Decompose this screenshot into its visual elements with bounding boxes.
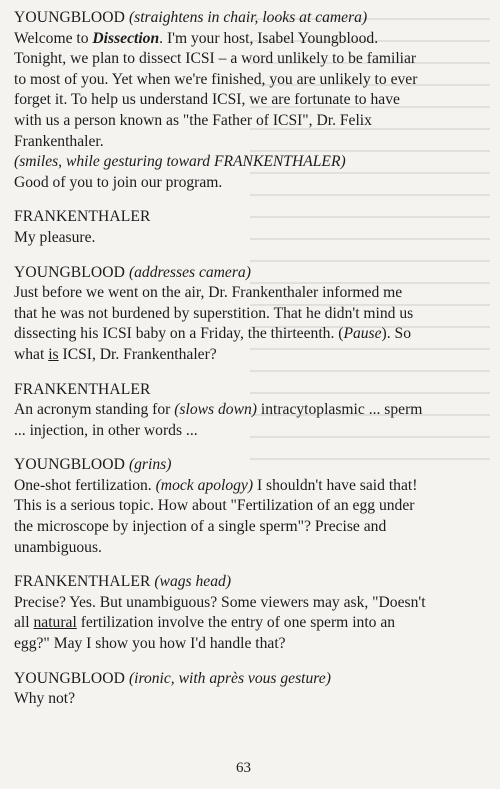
dialogue-line: unambiguous. bbox=[14, 538, 102, 556]
speaker-line bbox=[14, 572, 490, 593]
stage-direction: (straightens in chair, looks at camera) bbox=[128, 9, 368, 26]
dialogue-text: all bbox=[14, 614, 34, 632]
speaker-line bbox=[14, 455, 490, 476]
stage-direction: (grins) bbox=[128, 456, 172, 474]
dialogue-line: forget it. To help us understand ICSI, we are fortunate to have bbox=[14, 91, 400, 109]
stage-direction: (slows down) bbox=[174, 401, 257, 419]
speaker-name: YOUNGBLOOD bbox=[14, 456, 126, 474]
dialogue-text: ). So bbox=[381, 325, 412, 343]
dialogue-block-youngblood-2 bbox=[14, 263, 490, 366]
speaker-line bbox=[14, 263, 490, 284]
dialogue-line bbox=[14, 345, 490, 366]
dialogue-text: One-shot fertilization. bbox=[14, 476, 156, 494]
dialogue-block-youngblood-4 bbox=[14, 669, 490, 710]
stage-direction: (wags head) bbox=[154, 573, 232, 591]
dialogue-text: ICSI, Dr. Frankenthaler? bbox=[58, 345, 217, 363]
dialogue-text: . I'm your host, Isabel Youngblood. bbox=[159, 29, 379, 47]
dialogue-text: Welcome to bbox=[14, 29, 93, 47]
dialogue-line: the microscope by injection of a single sperm"? Precise and bbox=[14, 518, 387, 536]
dialogue-line bbox=[14, 29, 490, 50]
dialogue-text: An acronym standing for bbox=[14, 401, 175, 419]
speaker-name: YOUNGBLOOD bbox=[14, 9, 126, 26]
stage-direction-line: (smiles, while gesturing toward FRANKENTHALER) bbox=[14, 153, 346, 171]
emphasized-word: natural bbox=[33, 614, 77, 632]
dialogue-block-youngblood-1 bbox=[14, 8, 490, 193]
stage-direction: (mock apology) bbox=[155, 476, 254, 494]
dialogue-line: to most of you. Yet when we're finished, you are unlikely to ever bbox=[14, 70, 418, 88]
speaker-name: YOUNGBLOOD bbox=[14, 263, 126, 281]
dialogue-line: ... injection, in other words ... bbox=[14, 421, 198, 439]
dialogue-line: Precise? Yes. But unambiguous? Some viewers may ask, "Doesn't bbox=[14, 593, 426, 611]
dialogue-text: intracytoplasmic ... sperm bbox=[256, 401, 423, 419]
emphasized-word: is bbox=[48, 345, 59, 363]
speaker-line bbox=[14, 669, 490, 690]
stage-direction: Pause bbox=[343, 325, 382, 343]
dialogue-line: This is a serious topic. How about "Fertilization of an egg under bbox=[14, 497, 415, 515]
stage-direction: (addresses camera) bbox=[128, 263, 251, 281]
dialogue-text: dissecting his ICSI baby on a Friday, the thirteenth. ( bbox=[14, 325, 344, 343]
dialogue-line bbox=[14, 324, 490, 345]
dialogue-line bbox=[14, 613, 490, 634]
speaker-name: FRANKENTHALER bbox=[14, 573, 151, 591]
speaker-line bbox=[14, 8, 490, 29]
dialogue-text: what bbox=[14, 345, 49, 363]
dialogue-block-frankenthaler-3 bbox=[14, 572, 490, 654]
dialogue-line bbox=[14, 476, 490, 497]
speaker-name: YOUNGBLOOD bbox=[14, 669, 126, 687]
script-page bbox=[14, 8, 490, 724]
dialogue-line: that he was not burdened by superstition. That he didn't mind us bbox=[14, 304, 414, 322]
dialogue-line: Tonight, we plan to dissect ICSI – a word unlikely to be familiar bbox=[14, 50, 417, 68]
dialogue-block-frankenthaler-1 bbox=[14, 207, 490, 248]
dialogue-text: fertilization involve the entry of one sperm into an bbox=[76, 614, 396, 632]
speaker-name: FRANKENTHALER bbox=[14, 380, 151, 398]
dialogue-line: Good of you to join our program. bbox=[14, 173, 223, 191]
stage-direction: (ironic, with après vous gesture) bbox=[128, 669, 331, 687]
dialogue-line: My pleasure. bbox=[14, 228, 96, 246]
dialogue-line: Frankenthaler. bbox=[14, 132, 104, 150]
dialogue-line: egg?" May I show you how I'd handle that? bbox=[14, 635, 286, 653]
dialogue-line: Why not? bbox=[14, 690, 76, 708]
dialogue-block-frankenthaler-2 bbox=[14, 380, 490, 442]
dialogue-line bbox=[14, 400, 490, 421]
show-title: Dissection bbox=[92, 29, 160, 47]
dialogue-line: Just before we went on the air, Dr. Frankenthaler informed me bbox=[14, 284, 403, 302]
dialogue-line: with us a person known as "the Father of ICSI", Dr. Felix bbox=[14, 111, 372, 129]
dialogue-block-youngblood-3 bbox=[14, 455, 490, 558]
page-number: 63 bbox=[236, 760, 251, 776]
dialogue-text: I shouldn't have said that! bbox=[253, 476, 418, 494]
speaker-name: FRANKENTHALER bbox=[14, 208, 151, 226]
